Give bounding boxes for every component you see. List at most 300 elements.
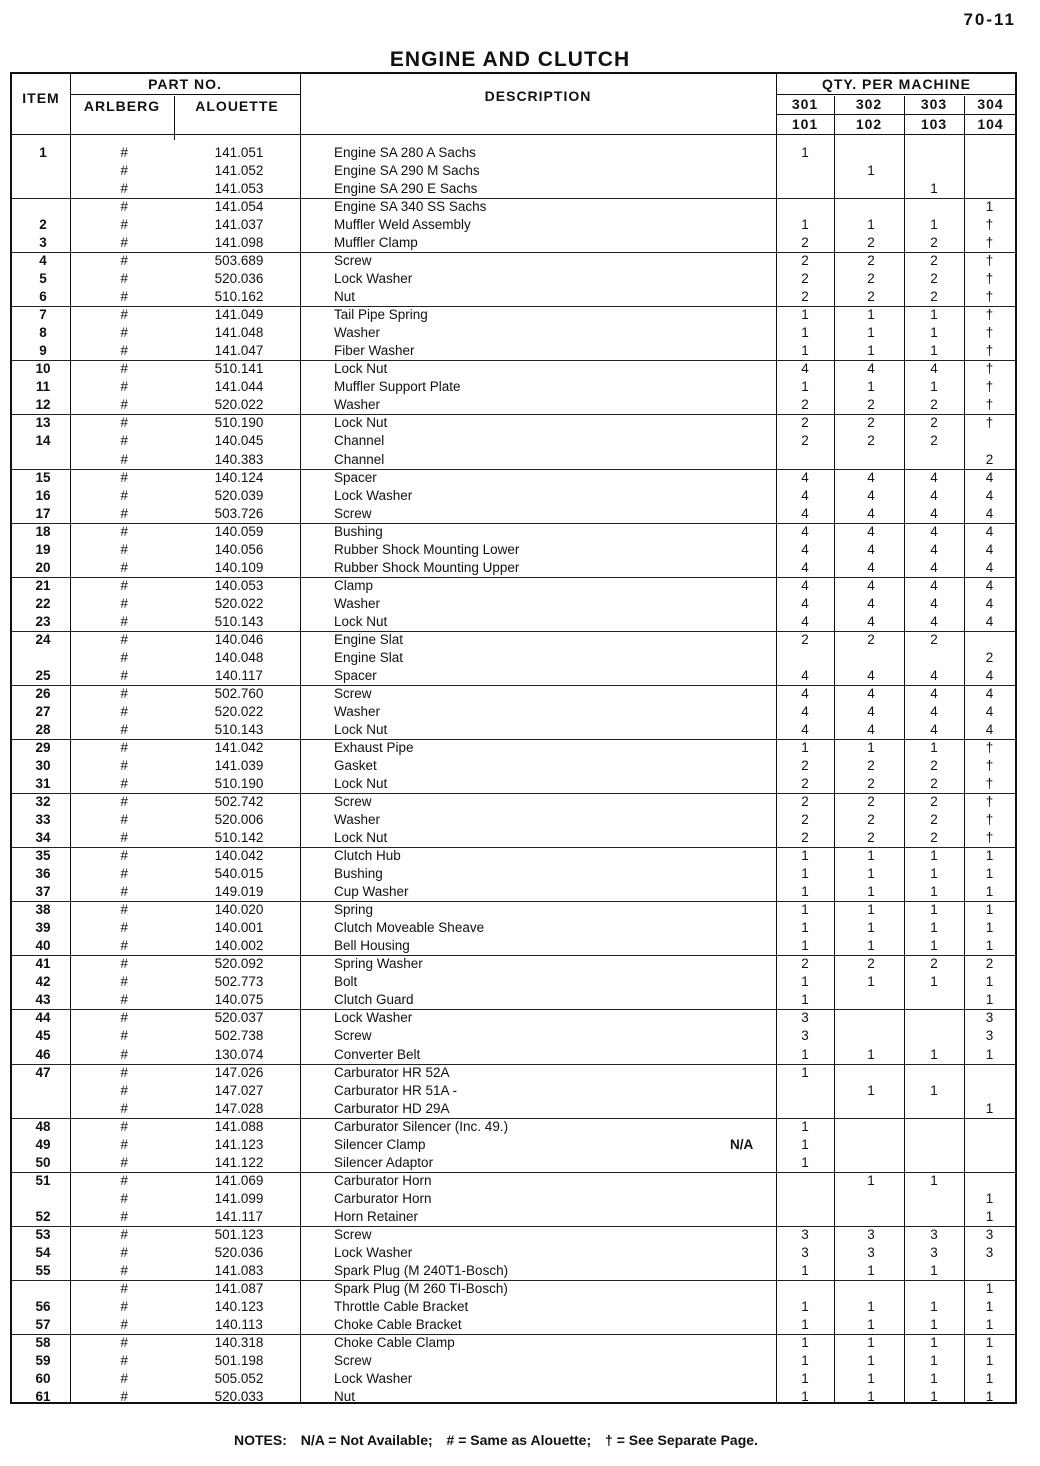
qty-303: 1 bbox=[930, 307, 938, 323]
qty-301: 4 bbox=[801, 559, 809, 575]
qty-303: 1 bbox=[930, 884, 938, 900]
qty-303: 4 bbox=[930, 685, 938, 701]
qty-302: 1 bbox=[867, 217, 875, 233]
qty-301: 1 bbox=[801, 1334, 809, 1350]
table-row bbox=[12, 1172, 1015, 1190]
table-row bbox=[12, 523, 1015, 541]
part-description: Carburator HR 51A - bbox=[334, 1082, 458, 1098]
arlberg-part: # bbox=[120, 577, 128, 593]
part-description: Lock Nut bbox=[334, 613, 388, 629]
item-number: 54 bbox=[35, 1244, 51, 1260]
arlberg-part: # bbox=[120, 415, 128, 431]
qty-301: 1 bbox=[801, 974, 809, 990]
alouette-part: 140.002 bbox=[214, 938, 264, 954]
item-number: 34 bbox=[35, 830, 51, 846]
item-number: 11 bbox=[35, 379, 51, 395]
header-model-104: 104 bbox=[977, 116, 1004, 132]
table-row bbox=[12, 1316, 1015, 1334]
item-number: 18 bbox=[35, 523, 51, 539]
qty-304: 3 bbox=[985, 1244, 994, 1260]
arlberg-part: # bbox=[120, 1389, 128, 1405]
item-number: 46 bbox=[35, 1046, 51, 1062]
alouette-part: 141.069 bbox=[214, 1172, 264, 1188]
header-description: DESCRIPTION bbox=[484, 88, 592, 104]
part-description: Washer bbox=[334, 812, 381, 828]
qty-302: 2 bbox=[867, 415, 875, 431]
qty-303: 4 bbox=[930, 721, 938, 737]
item-number: 42 bbox=[35, 974, 51, 990]
alouette-part: 510.141 bbox=[214, 361, 264, 377]
arlberg-part: # bbox=[120, 145, 128, 160]
arlberg-part: # bbox=[120, 776, 128, 792]
qty-304: 1 bbox=[985, 884, 994, 900]
table-row bbox=[12, 1064, 1015, 1082]
qty-304: 1 bbox=[985, 1280, 994, 1296]
table-row bbox=[12, 811, 1015, 829]
qty-304: 4 bbox=[985, 595, 994, 611]
qty-303: 1 bbox=[930, 1353, 938, 1368]
qty-303: 4 bbox=[930, 361, 938, 377]
part-description: Carburator HR 52A bbox=[334, 1064, 450, 1080]
table-row bbox=[12, 1244, 1015, 1262]
alouette-part: 510.143 bbox=[214, 613, 264, 629]
qty-301: 2 bbox=[801, 271, 809, 287]
qty-304: 1 bbox=[985, 1208, 994, 1224]
qty-302: 1 bbox=[867, 1082, 875, 1098]
table-row bbox=[12, 721, 1015, 739]
alouette-part: 502.773 bbox=[214, 974, 264, 990]
table-row bbox=[12, 631, 1015, 649]
item-number: 25 bbox=[35, 667, 51, 683]
item-number: 60 bbox=[35, 1371, 51, 1387]
item-number: 14 bbox=[35, 433, 51, 449]
qty-302: 4 bbox=[867, 721, 875, 737]
qty-301: 2 bbox=[801, 433, 809, 449]
arlberg-part: # bbox=[120, 938, 128, 954]
arlberg-part: # bbox=[120, 361, 128, 377]
qty-304: 4 bbox=[985, 487, 994, 503]
part-description: Lock Washer bbox=[334, 487, 413, 503]
arlberg-part: # bbox=[120, 1298, 128, 1314]
qty-304: † bbox=[985, 830, 994, 846]
qty-304: 1 bbox=[985, 1334, 994, 1350]
qty-302: 4 bbox=[867, 685, 875, 701]
qty-303: 1 bbox=[930, 1316, 938, 1332]
alouette-part: 140.109 bbox=[214, 559, 264, 575]
item-number: 45 bbox=[35, 1028, 51, 1044]
arlberg-part: # bbox=[120, 595, 128, 611]
qty-303: 1 bbox=[930, 974, 938, 990]
arlberg-part: # bbox=[120, 1028, 128, 1044]
item-number: 36 bbox=[35, 866, 51, 882]
part-description: Washer bbox=[334, 703, 381, 719]
qty-302: 3 bbox=[867, 1226, 875, 1242]
qty-304: 4 bbox=[985, 523, 994, 539]
table-row bbox=[12, 1100, 1015, 1118]
qty-304: 4 bbox=[985, 613, 994, 629]
part-description: Channel bbox=[334, 451, 385, 467]
arlberg-part: # bbox=[120, 505, 128, 521]
item-number: 29 bbox=[35, 739, 51, 755]
alouette-part: 141.098 bbox=[214, 235, 264, 251]
arlberg-part: # bbox=[120, 559, 128, 575]
qty-304: † bbox=[985, 343, 994, 359]
qty-303: 1 bbox=[930, 1046, 938, 1062]
qty-301: 1 bbox=[801, 1136, 809, 1152]
qty-303: 1 bbox=[930, 181, 938, 197]
qty-302: 4 bbox=[867, 703, 875, 719]
arlberg-part: # bbox=[120, 956, 128, 972]
qty-303: 4 bbox=[930, 595, 938, 611]
qty-301: 4 bbox=[801, 577, 809, 593]
header-bottom-line bbox=[12, 134, 1015, 135]
part-description: Throttle Cable Bracket bbox=[334, 1298, 469, 1314]
part-description: Carburator Horn bbox=[334, 1172, 432, 1188]
alouette-part: 502.760 bbox=[214, 685, 264, 701]
table-row bbox=[12, 1009, 1015, 1027]
table-row bbox=[12, 1136, 1015, 1154]
item-number: 58 bbox=[35, 1334, 51, 1350]
part-description: Clutch Guard bbox=[334, 992, 414, 1008]
qty-301: 2 bbox=[801, 415, 809, 431]
part-description: Engine SA 290 M Sachs bbox=[334, 163, 480, 179]
qty-303: 4 bbox=[930, 559, 938, 575]
alouette-part: 141.117 bbox=[215, 1208, 263, 1224]
qty-304: 4 bbox=[985, 685, 994, 701]
alouette-part: 141.042 bbox=[214, 739, 264, 755]
qty-303: 1 bbox=[930, 848, 938, 864]
arlberg-part: # bbox=[120, 866, 128, 882]
qty-303: 1 bbox=[930, 1082, 938, 1098]
qty-304: † bbox=[985, 776, 994, 792]
header-model-301: 301 bbox=[791, 96, 819, 112]
qty-304: 4 bbox=[985, 469, 994, 485]
alouette-part: 502.742 bbox=[214, 794, 264, 810]
qty-302: 4 bbox=[867, 595, 875, 611]
part-description: Bushing bbox=[334, 523, 383, 539]
qty-302: 4 bbox=[867, 577, 875, 593]
qty-303: 2 bbox=[930, 235, 938, 251]
alouette-part: 141.049 bbox=[214, 307, 264, 323]
item-number: 53 bbox=[35, 1226, 51, 1242]
part-description: Spring bbox=[334, 902, 374, 918]
item-number: 16 bbox=[35, 487, 51, 503]
qty-304: 3 bbox=[985, 1226, 994, 1242]
qty-302: 4 bbox=[867, 361, 875, 377]
table-row bbox=[12, 1046, 1015, 1064]
qty-303: 2 bbox=[930, 956, 938, 972]
qty-302: 1 bbox=[867, 1371, 875, 1387]
table-row bbox=[12, 1027, 1015, 1045]
alouette-part: 141.099 bbox=[214, 1190, 264, 1206]
qty-301: 1 bbox=[801, 145, 809, 160]
qty-304: † bbox=[985, 235, 994, 251]
part-description: Rubber Shock Mounting Lower bbox=[334, 541, 520, 557]
item-number: 56 bbox=[35, 1298, 51, 1314]
qty-303: 4 bbox=[930, 577, 938, 593]
table-row bbox=[12, 1208, 1015, 1226]
qty-303: 2 bbox=[930, 776, 938, 792]
qty-304: 1 bbox=[985, 902, 994, 918]
part-description: Screw bbox=[334, 505, 372, 521]
part-description: Carburator Horn bbox=[334, 1190, 432, 1206]
qty-301: 4 bbox=[801, 721, 809, 737]
qty-303: 2 bbox=[930, 397, 938, 413]
qty-301: 2 bbox=[801, 956, 809, 972]
qty-302: 1 bbox=[867, 884, 875, 900]
part-description: Carburator Silencer (Inc. 49.) bbox=[334, 1118, 509, 1134]
part-description: Engine Slat bbox=[334, 631, 404, 647]
part-description: Spark Plug (M 240T1-Bosch) bbox=[334, 1262, 509, 1278]
arlberg-part: # bbox=[120, 1226, 128, 1242]
qty-304: † bbox=[985, 271, 994, 287]
table-row bbox=[12, 901, 1015, 919]
qty-301: 3 bbox=[801, 1028, 809, 1044]
qty-301: 2 bbox=[801, 794, 809, 810]
part-description: Bolt bbox=[334, 974, 358, 990]
table-row bbox=[12, 162, 1015, 180]
arlberg-part: # bbox=[120, 1046, 128, 1062]
alouette-part: 141.053 bbox=[214, 181, 264, 197]
alouette-part: 141.051 bbox=[214, 145, 264, 160]
qty-303: 2 bbox=[930, 415, 938, 431]
qty-301: 4 bbox=[801, 667, 809, 683]
notes-same: # = Same as Alouette; bbox=[446, 1432, 592, 1448]
header-line-models bbox=[776, 114, 1015, 115]
part-description: Nut bbox=[334, 1389, 356, 1405]
item-number: 33 bbox=[35, 812, 51, 828]
qty-304: 1 bbox=[985, 199, 994, 215]
qty-301: 4 bbox=[801, 703, 809, 719]
table-row bbox=[12, 360, 1015, 378]
header-model-303: 303 bbox=[920, 96, 948, 112]
qty-302: 1 bbox=[867, 325, 875, 341]
qty-301: 3 bbox=[801, 1010, 809, 1026]
table-row bbox=[12, 1082, 1015, 1100]
alouette-part: 520.036 bbox=[214, 271, 264, 287]
qty-304: 1 bbox=[985, 1371, 994, 1387]
arlberg-part: # bbox=[120, 235, 128, 251]
arlberg-part: # bbox=[120, 830, 128, 846]
page-title: ENGINE AND CLUTCH bbox=[389, 48, 631, 71]
qty-304: 4 bbox=[985, 667, 994, 683]
alouette-part: 141.039 bbox=[214, 758, 264, 774]
qty-301: 4 bbox=[801, 595, 809, 611]
alouette-part: 501.198 bbox=[214, 1353, 264, 1368]
alouette-part: 520.037 bbox=[214, 1010, 264, 1026]
qty-301: 4 bbox=[801, 469, 809, 485]
qty-302: 1 bbox=[867, 343, 875, 359]
qty-304: † bbox=[985, 379, 994, 395]
item-number: 44 bbox=[35, 1010, 51, 1026]
part-description: Screw bbox=[334, 253, 372, 269]
table-row bbox=[12, 703, 1015, 721]
qty-304: † bbox=[985, 812, 994, 828]
alouette-part: 140.383 bbox=[214, 451, 264, 467]
qty-303: 2 bbox=[930, 253, 938, 269]
alouette-part: 140.001 bbox=[214, 920, 264, 936]
qty-302: 1 bbox=[867, 1334, 875, 1350]
item-number: 47 bbox=[35, 1064, 51, 1080]
table-row bbox=[12, 739, 1015, 757]
table-row bbox=[12, 595, 1015, 613]
item-number: 9 bbox=[39, 343, 47, 359]
table-row bbox=[12, 396, 1015, 414]
item-number: 40 bbox=[35, 938, 51, 954]
arlberg-part: # bbox=[120, 541, 128, 557]
part-description: Exhaust Pipe bbox=[334, 739, 414, 755]
qty-304: 4 bbox=[985, 721, 994, 737]
alouette-part: 141.037 bbox=[214, 217, 264, 233]
qty-302: 4 bbox=[867, 469, 875, 485]
alouette-part: 140.056 bbox=[214, 541, 264, 557]
part-description: Spacer bbox=[334, 667, 377, 683]
qty-301: 4 bbox=[801, 541, 809, 557]
arlberg-part: # bbox=[120, 902, 128, 918]
qty-301: 1 bbox=[801, 938, 809, 954]
qty-302: 2 bbox=[867, 830, 875, 846]
qty-304: † bbox=[985, 397, 994, 413]
header-model-302: 302 bbox=[855, 96, 883, 112]
qty-304: 4 bbox=[985, 505, 994, 521]
qty-304: 1 bbox=[985, 1389, 994, 1405]
qty-302: 2 bbox=[867, 956, 875, 972]
qty-302: 2 bbox=[867, 433, 875, 449]
table-row bbox=[12, 414, 1015, 432]
part-description: Clamp bbox=[334, 577, 374, 593]
qty-302: 2 bbox=[867, 758, 875, 774]
qty-301: 2 bbox=[801, 830, 809, 846]
arlberg-part: # bbox=[120, 613, 128, 629]
part-description: Washer bbox=[334, 325, 381, 341]
qty-301: 1 bbox=[801, 1118, 809, 1134]
part-description: Fiber Washer bbox=[334, 343, 415, 359]
qty-303: 1 bbox=[930, 1262, 938, 1278]
header-arlberg: ARLBERG bbox=[83, 98, 161, 114]
arlberg-part: # bbox=[120, 649, 128, 665]
table-row bbox=[12, 451, 1015, 469]
qty-304: 4 bbox=[985, 577, 994, 593]
table-row bbox=[12, 883, 1015, 901]
arlberg-part: # bbox=[120, 739, 128, 755]
qty-304: † bbox=[985, 758, 994, 774]
alouette-part: 147.026 bbox=[214, 1064, 264, 1080]
alouette-part: 520.022 bbox=[214, 397, 264, 413]
alouette-part: 510.143 bbox=[214, 721, 264, 737]
table-row bbox=[12, 378, 1015, 396]
qty-302: 1 bbox=[867, 938, 875, 954]
arlberg-part: # bbox=[120, 181, 128, 197]
table-row bbox=[12, 216, 1015, 234]
part-description: Clutch Moveable Sheave bbox=[334, 920, 485, 936]
qty-304: 1 bbox=[985, 866, 994, 882]
qty-301: 2 bbox=[801, 812, 809, 828]
qty-301: 4 bbox=[801, 523, 809, 539]
part-description: Muffler Weld Assembly bbox=[334, 217, 471, 233]
qty-303: 1 bbox=[930, 1298, 938, 1314]
qty-301: 1 bbox=[801, 848, 809, 864]
table-row bbox=[12, 559, 1015, 577]
qty-301: 1 bbox=[801, 307, 809, 323]
item-number: 39 bbox=[35, 920, 51, 936]
arlberg-part: # bbox=[120, 523, 128, 539]
qty-302: 2 bbox=[867, 794, 875, 810]
alouette-part: 140.053 bbox=[214, 577, 264, 593]
alouette-part: 510.162 bbox=[214, 289, 264, 305]
qty-301: 1 bbox=[801, 379, 809, 395]
qty-302: 2 bbox=[867, 397, 875, 413]
header-line-partno bbox=[70, 94, 300, 95]
item-number: 38 bbox=[35, 902, 51, 918]
qty-302: 4 bbox=[867, 667, 875, 683]
item-number: 13 bbox=[35, 415, 51, 431]
arlberg-part: # bbox=[120, 379, 128, 395]
qty-302: 4 bbox=[867, 487, 875, 503]
table-row bbox=[12, 757, 1015, 775]
alouette-part: 141.052 bbox=[214, 163, 264, 179]
table-row bbox=[12, 1226, 1015, 1244]
qty-302: 1 bbox=[867, 848, 875, 864]
qty-303: 4 bbox=[930, 505, 938, 521]
arlberg-part: # bbox=[120, 884, 128, 900]
qty-301: 1 bbox=[801, 1064, 809, 1080]
arlberg-part: # bbox=[120, 1334, 128, 1350]
alouette-part: 505.052 bbox=[214, 1371, 264, 1387]
item-number: 21 bbox=[35, 577, 51, 593]
table-row bbox=[12, 1352, 1015, 1370]
qty-303: 4 bbox=[930, 541, 938, 557]
qty-303: 1 bbox=[930, 325, 938, 341]
qty-303: 2 bbox=[930, 631, 938, 647]
qty-302: 1 bbox=[867, 307, 875, 323]
alouette-part: 520.022 bbox=[214, 703, 264, 719]
qty-301: 4 bbox=[801, 361, 809, 377]
part-description: Tail Pipe Spring bbox=[334, 307, 428, 323]
part-description: Rubber Shock Mounting Upper bbox=[334, 559, 520, 575]
arlberg-part: # bbox=[120, 1371, 128, 1387]
qty-301: 1 bbox=[801, 884, 809, 900]
alouette-part: 140.117 bbox=[215, 667, 263, 683]
header-part-no: PART NO. bbox=[148, 76, 222, 92]
alouette-part: 141.044 bbox=[214, 379, 264, 395]
qty-304: 3 bbox=[985, 1028, 994, 1044]
table-row bbox=[12, 469, 1015, 487]
item-number: 27 bbox=[35, 703, 51, 719]
arlberg-part: # bbox=[120, 343, 128, 359]
item-number: 41 bbox=[35, 956, 51, 972]
part-description: Converter Belt bbox=[334, 1046, 421, 1062]
qty-302: 2 bbox=[867, 776, 875, 792]
qty-304: † bbox=[985, 253, 994, 269]
qty-302: 1 bbox=[867, 1172, 875, 1188]
qty-302: 1 bbox=[867, 866, 875, 882]
item-number: 4 bbox=[39, 253, 47, 269]
arlberg-part: # bbox=[120, 433, 128, 449]
qty-304: † bbox=[985, 307, 994, 323]
qty-301: 2 bbox=[801, 289, 809, 305]
part-description: Lock Nut bbox=[334, 776, 388, 792]
header-item: ITEM bbox=[22, 90, 60, 106]
arlberg-part: # bbox=[120, 758, 128, 774]
qty-303: 1 bbox=[930, 920, 938, 936]
qty-304: † bbox=[985, 289, 994, 305]
qty-304: 2 bbox=[985, 451, 994, 467]
alouette-part: 149.019 bbox=[214, 884, 264, 900]
header-qty: QTY. PER MACHINE bbox=[821, 76, 971, 92]
qty-303: 1 bbox=[930, 343, 938, 359]
arlberg-part: # bbox=[120, 163, 128, 179]
qty-302: 1 bbox=[867, 1389, 875, 1405]
